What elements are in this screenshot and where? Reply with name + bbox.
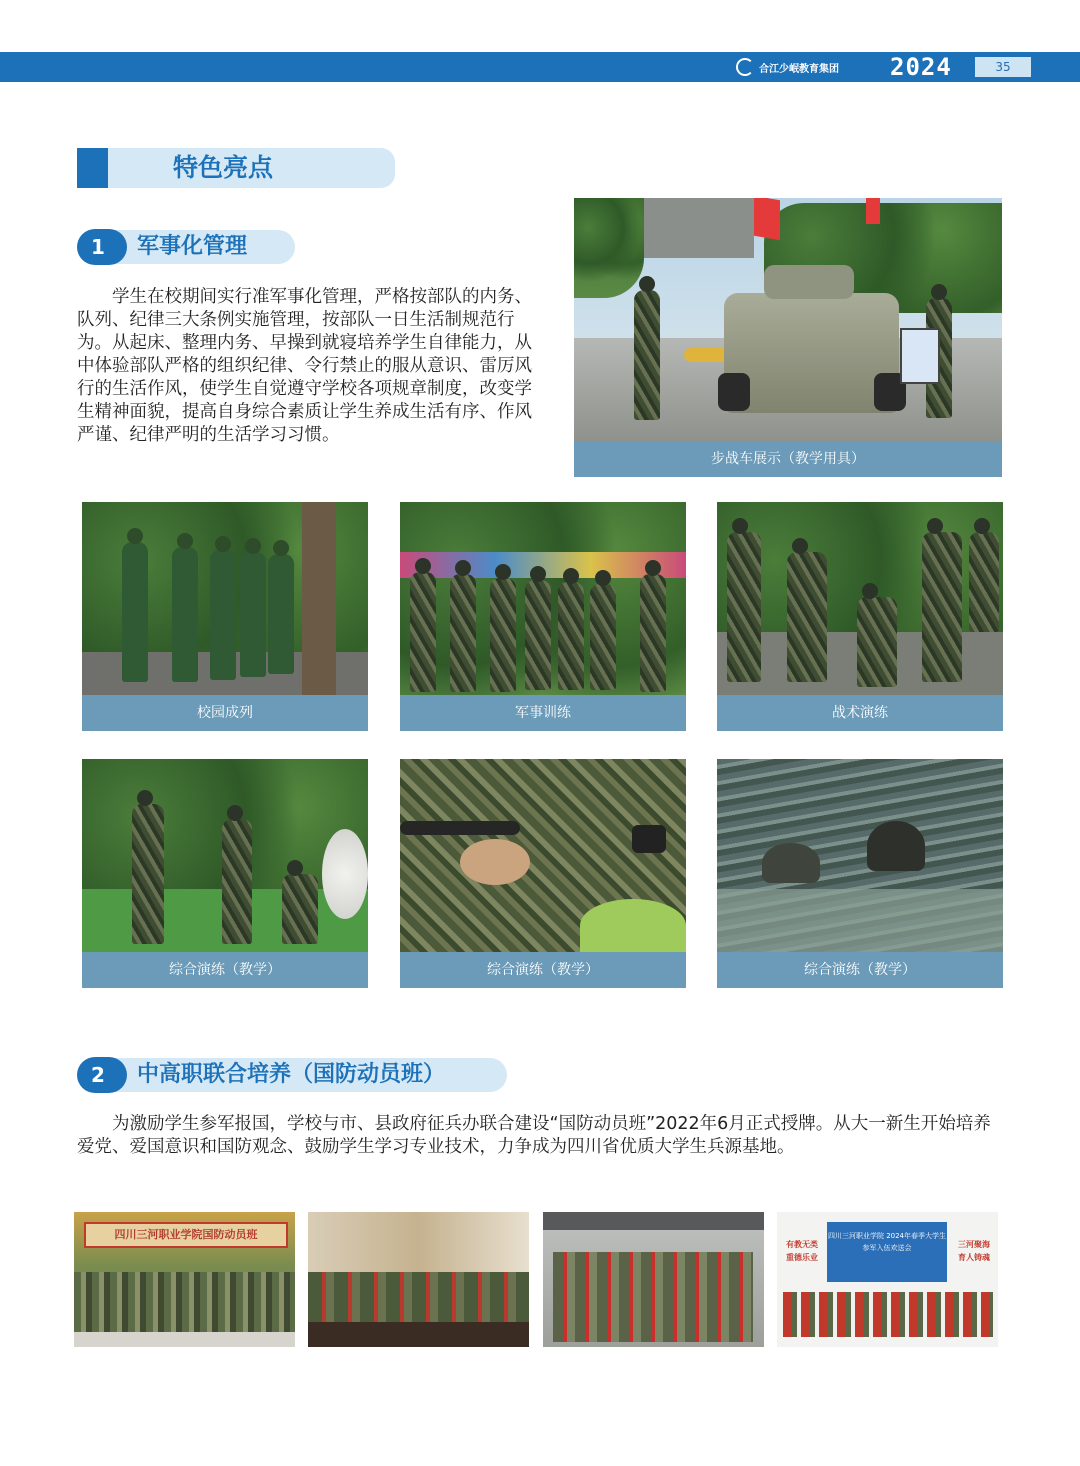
ground-shape [74, 1332, 295, 1347]
strip-photo-2 [308, 1212, 529, 1347]
scope-shape [400, 821, 520, 835]
soldier-figure [634, 290, 660, 420]
soldier-figure [210, 550, 236, 680]
page-number: 35 [975, 57, 1031, 77]
item2-number-badge: 2 [77, 1057, 127, 1093]
photo-image [400, 502, 686, 695]
display-sign [900, 328, 940, 384]
item2-body: 为激励学生参军报国，学校与市、县政府征兵办联合建设“国防动员班”2022年6月正式授牌。从大一新生开始培养爱党、爱国意识和国防观念、鼓励学生学习专业技术，力争成为四川省优质大学生兵源基地。 [77, 1114, 991, 1157]
soldier-figure [132, 804, 164, 944]
face-shape [460, 839, 530, 885]
hero-photo [574, 198, 1002, 477]
photo-caption: 综合演练（教学） [400, 952, 686, 988]
photo-combined-drill-3 [717, 759, 1003, 988]
photo-image [82, 759, 368, 952]
soldier-figure [857, 597, 897, 687]
soldier-figure [172, 547, 198, 682]
tree-shape [574, 198, 644, 298]
soldier-figure [525, 580, 551, 690]
right-sign: 三河聚海 育人铸魂 [958, 1240, 990, 1262]
binocular-shape [632, 825, 666, 853]
soldier-rows-shape [74, 1272, 295, 1332]
soldier-figure [727, 532, 761, 682]
photo-military-training [400, 502, 686, 731]
strip-photo-4 [777, 1212, 998, 1347]
photo-caption: 军事训练 [400, 695, 686, 731]
building-shape [644, 198, 754, 258]
section-banner [77, 148, 395, 188]
soldier-figure [410, 572, 436, 692]
wheel-shape [718, 373, 750, 411]
soldier-figure [558, 582, 584, 690]
strip-photo-1 [74, 1212, 295, 1347]
soldier-figure [122, 542, 148, 682]
photo-caption: 综合演练（教学） [717, 952, 1003, 988]
section-banner-block [77, 148, 108, 188]
flag-icon [754, 198, 780, 240]
soldier-figure [969, 532, 999, 632]
helmet-shape [867, 821, 925, 871]
soldier-figure [922, 532, 962, 682]
soldier-figure [590, 584, 616, 690]
helmet-shape [762, 843, 820, 883]
soldier-figure [490, 578, 516, 692]
building-shape [543, 1212, 764, 1230]
brand-logo-icon [736, 58, 754, 76]
flag-icon [866, 198, 880, 224]
header-bar [0, 52, 1080, 82]
hero-photo-caption: 步战车展示（教学用具） [574, 441, 1002, 477]
soldier-figure [787, 552, 827, 682]
photo-campus-parade [82, 502, 368, 731]
strip-photo-3 [543, 1212, 764, 1347]
photo-caption: 综合演练（教学） [82, 952, 368, 988]
photo-combined-drill-1 [82, 759, 368, 988]
soldier-figure [450, 574, 476, 692]
soldier-figure [640, 574, 666, 692]
item1-body: 学生在校期间实行准军事化管理，严格按部队的内务、队列、纪律三大条例实施管理，按部队一日生活制规范行为。从起床、整理内务、早操到就寝培养学生自律能力，从中体验部队严格的组织纪律、令行禁止的服从意识、雷厉风行的生活作风，使学生自觉遵守学校各项规章制度，改变学生精神面貌，提高自身综合素质让学生养成生活有序、作风严谨、纪律严明的生活学习习惯。 [77, 287, 532, 445]
photo-image [400, 759, 686, 952]
section-title: 特色亮点 [173, 153, 274, 182]
item1-number-badge: 1 [77, 229, 127, 265]
photo-tactical-drill [717, 502, 1003, 731]
tree-trunk-shape [302, 502, 336, 695]
header-year: 2024 [890, 53, 952, 81]
foliage-shape [580, 899, 686, 952]
photo-caption: 战术演练 [717, 695, 1003, 731]
photo-image [82, 502, 368, 695]
brand-name: 合江少岷教育集团 [759, 63, 839, 75]
item1-heading [77, 230, 295, 264]
screen-banner: 四川三河职业学院 2024年春季大学生参军入伍欢送会 [827, 1222, 947, 1282]
water-shape [717, 889, 1003, 952]
soldier-rows-shape [553, 1252, 753, 1342]
soldier-figure [240, 552, 266, 677]
strip-banner: 四川三河职业学院国防动员班 [84, 1222, 288, 1248]
item2-heading-label: 中高职联合培养（国防动员班） [137, 1062, 446, 1087]
photo-caption: 校园成列 [82, 695, 368, 731]
soldier-figure [282, 874, 318, 944]
item2-heading [77, 1058, 507, 1092]
smoke-shape [322, 829, 368, 919]
item1-heading-label: 军事化管理 [137, 234, 248, 259]
soldier-figure [222, 819, 252, 944]
left-sign: 有教无类 重德乐业 [786, 1240, 818, 1262]
table-shape [308, 1322, 529, 1347]
armored-vehicle-shape [724, 293, 899, 413]
photo-image [717, 502, 1003, 695]
brand [736, 52, 839, 82]
hero-photo-image [574, 198, 1002, 441]
soldier-figure [268, 554, 294, 674]
photo-image [717, 759, 1003, 952]
photo-combined-drill-2 [400, 759, 686, 988]
people-row-shape [783, 1292, 993, 1337]
